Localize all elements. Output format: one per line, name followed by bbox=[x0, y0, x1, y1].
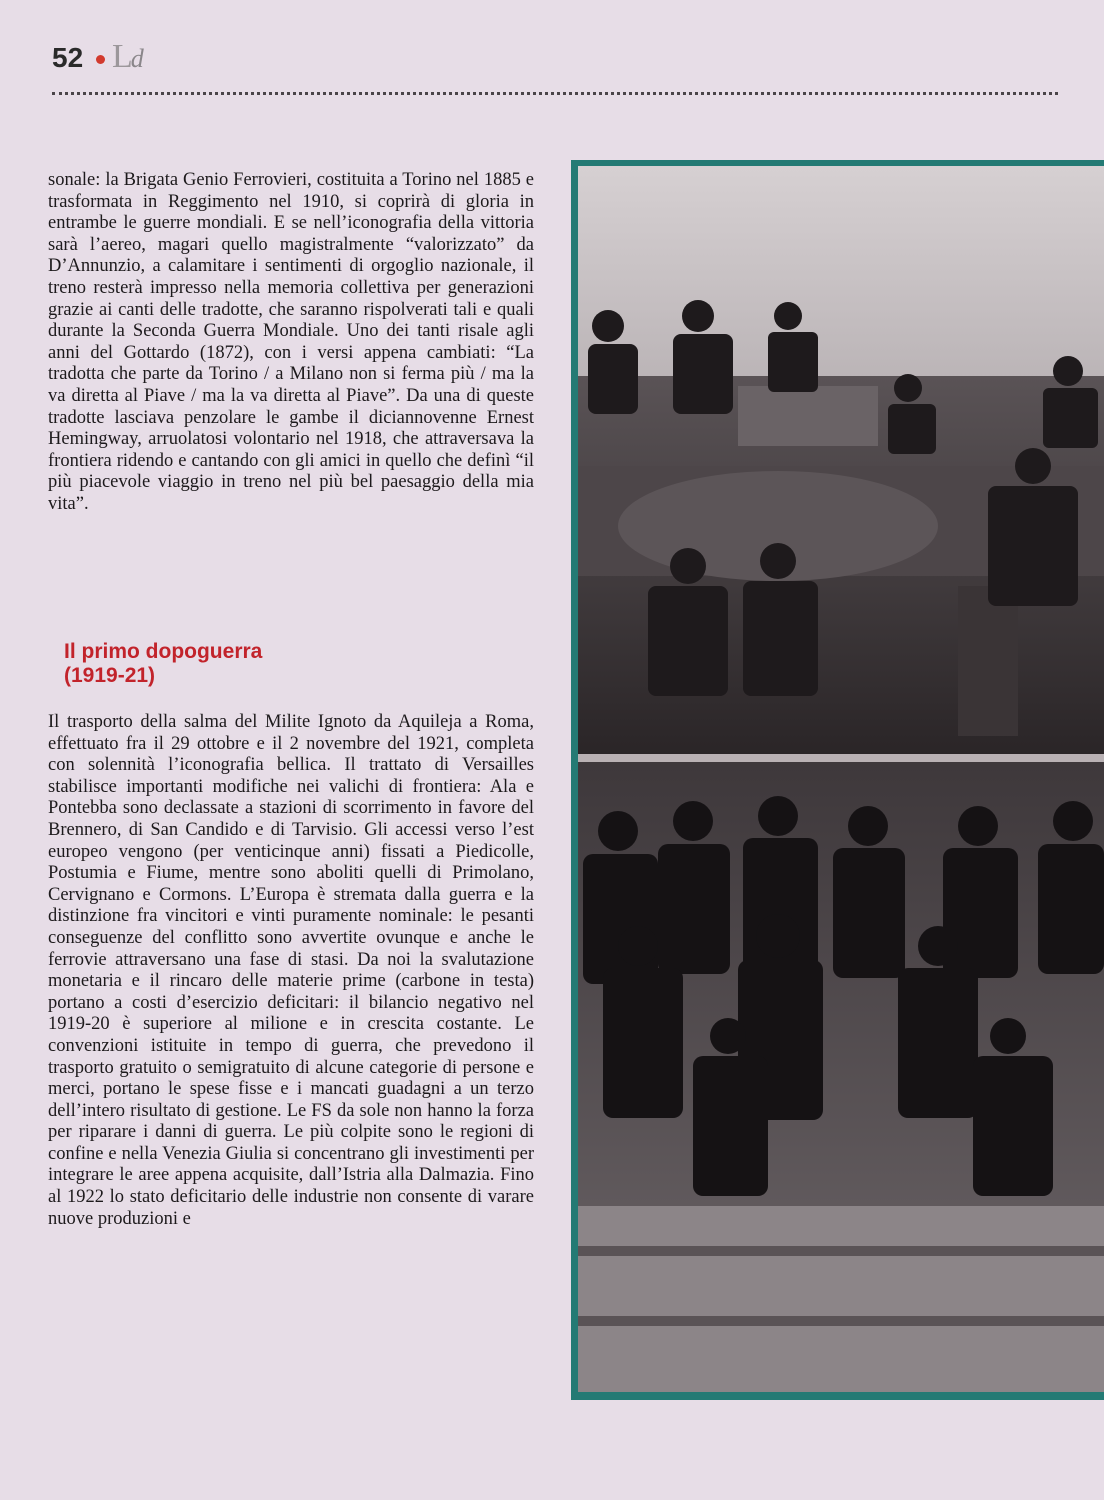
page-number: 52 bbox=[52, 42, 84, 73]
section-heading-line-1: Il primo dopoguerra bbox=[64, 640, 263, 663]
article-paragraph-2: Il trasporto della salma del Milite Ignoto da Aquileja a Roma, effettuato fra il 29 ottobre e il 2 novembre del 1921, completa con solennità l’iconografia bellica. Il trattato di Versailles stabilisce importanti modifiche nei valichi di frontiera: Ala e Pontebba sono declassate a stazioni di scorrimento in favore del Brennero, di San Candido e di Tarvisio. Gli accessi verso l’est europeo vengono (per venticinque anni) fissati a Piedicolle, Postumia e Fiume, mentre sono aboliti quelli di Primolano, Cervignano e Cormons. L’Europa è stremata dalla guerra e la distinzione fra vincitori e vinti puramente nominale: le pesanti conseguenze del conflitto sono avvertite ovunque e anche le ferrovie attraversano una fase di stasi. Da noi la svalutazione monetaria e il rincaro delle materie prime (carbone in testa) portano a costi d’esercizio deficitari: il bilancio negativo nel 1919-20 è superiore al milione e in crescita costante. Le convenzioni istituite in tempo di guerra, che prevedono il trasporto gratuito o semigratuito di alcune categorie di persone e merci, portano le spese fisse e i mancati guadagni a un terzo dell’intero risultato di gestione. Le FS da sole non hanno la forza per riparare i danni di guerra. Le più colpite sono le regioni di confine e nella Venezia Giulia si concentrano gli investimenti per integrare le aree appena acquisite, dall’Istria alla Dalmazia. Fino al 1922 lo stato deficitario delle industrie non consente di varare nuove produzioni e bbox=[48, 712, 534, 1229]
section-heading-line-2: (1919-21) bbox=[64, 664, 156, 687]
article-column-bottom bbox=[48, 712, 534, 1230]
section-heading bbox=[64, 640, 364, 688]
dotted-divider bbox=[52, 92, 1058, 95]
photo-illustration bbox=[578, 166, 1104, 1392]
red-bullet-icon bbox=[96, 55, 105, 64]
magazine-logo: Ld bbox=[112, 38, 142, 75]
historic-photo-railway-workers bbox=[578, 166, 1104, 1392]
article-paragraph-1: sonale: la Brigata Genio Ferrovieri, costituita a Torino nel 1885 e trasformata in Reggimento nel 1910, si coprirà di gloria in entrambe le guerre mondiali. E se nell’iconografia della vittoria sarà l’aereo, magari quello magistralmente “valorizzato” da D’Annunzio, a calamitare i sentimenti di orgoglio nazionale, il treno resterà impresso nella memoria collettiva per generazioni grazie ai canti delle tradotte, che saranno rispolverati tali e quali durante la Seconda Guerra Mondiale. Uno dei tanti risale agli anni del Gottardo (1872), con i versi appena cambiati: “La tradotta che parte da Torino / a Milano non si ferma più / ma la va diretta al Piave / ma la va diretta al Piave”. Da una di queste tradotte lasciava penzolare le gambe il diciannovenne Ernest Hemingway, arruolatosi volontario nel 1918, che attraversava la frontiera ridendo e cantando con gli amici in quello che definì “il più piacevole viaggio in treno nel più bel paesaggio della mia vita”. bbox=[48, 170, 534, 514]
article-column-top bbox=[48, 170, 534, 516]
